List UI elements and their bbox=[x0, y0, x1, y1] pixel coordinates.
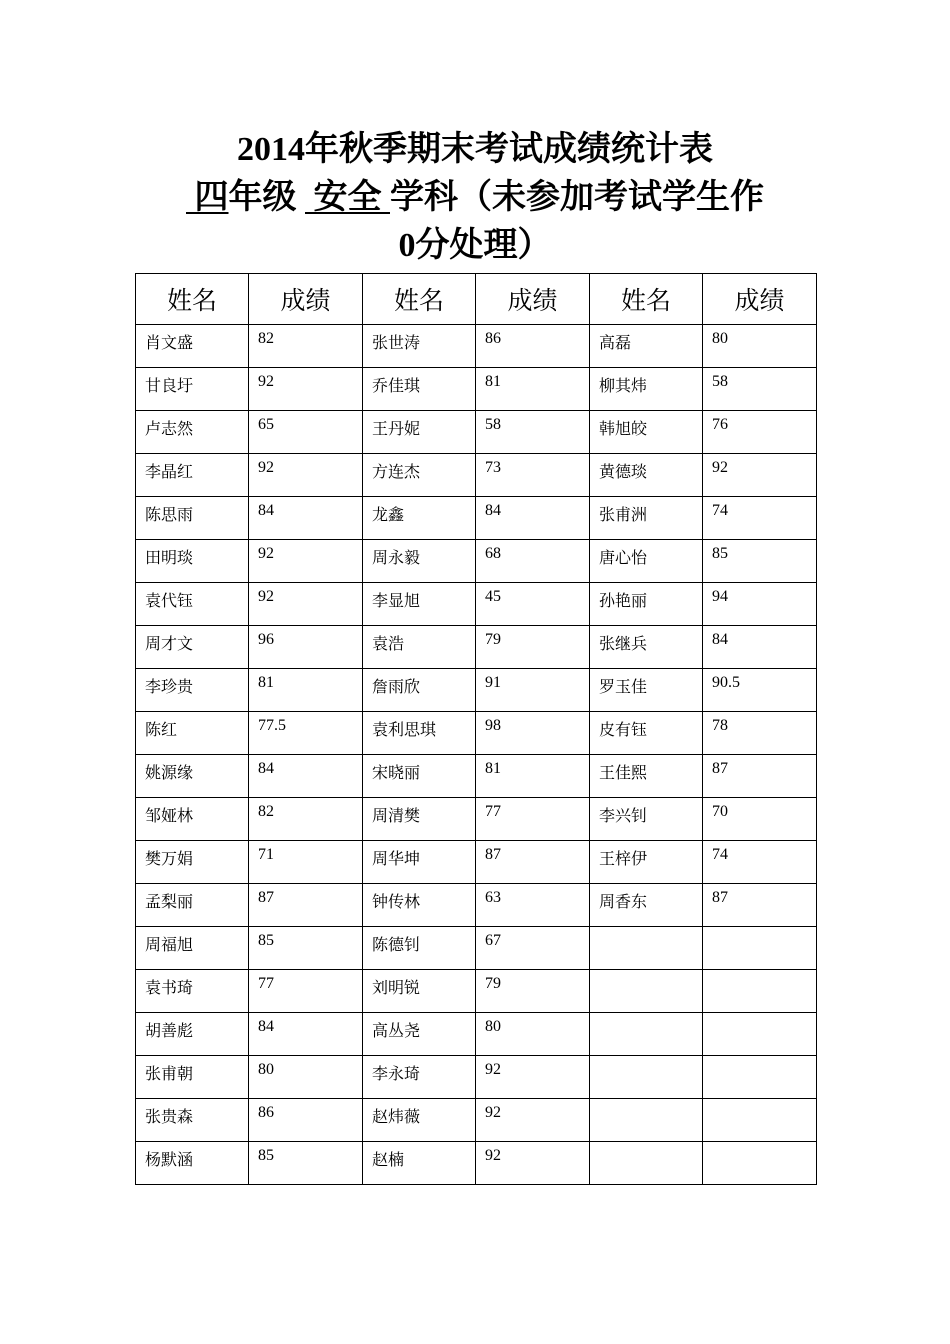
student-name-cell: 李晶红 bbox=[136, 454, 249, 497]
student-name-cell bbox=[590, 1099, 703, 1142]
student-name-cell: 张甫洲 bbox=[590, 497, 703, 540]
student-score-cell: 92 bbox=[249, 583, 363, 626]
student-name-cell: 黄德琰 bbox=[590, 454, 703, 497]
student-name-cell: 田明琰 bbox=[136, 540, 249, 583]
student-name-cell: 周才文 bbox=[136, 626, 249, 669]
student-score-cell: 92 bbox=[476, 1142, 590, 1185]
student-name-cell: 周福旭 bbox=[136, 927, 249, 970]
header-score-3: 成绩 bbox=[703, 274, 817, 325]
student-score-cell: 92 bbox=[249, 368, 363, 411]
student-name-cell: 周永毅 bbox=[363, 540, 476, 583]
student-name-cell bbox=[590, 970, 703, 1013]
table-row bbox=[136, 712, 817, 755]
student-score-cell: 92 bbox=[476, 1056, 590, 1099]
student-score-cell: 86 bbox=[249, 1099, 363, 1142]
student-score-cell: 80 bbox=[476, 1013, 590, 1056]
student-score-cell: 68 bbox=[476, 540, 590, 583]
student-name-cell: 邹娅林 bbox=[136, 798, 249, 841]
grade-blank bbox=[186, 179, 229, 216]
student-score-cell: 87 bbox=[703, 884, 817, 927]
student-name-cell: 詹雨欣 bbox=[363, 669, 476, 712]
student-name-cell: 高丛尧 bbox=[363, 1013, 476, 1056]
student-score-cell: 96 bbox=[249, 626, 363, 669]
student-score-cell: 98 bbox=[476, 712, 590, 755]
student-score-cell: 80 bbox=[703, 325, 817, 368]
student-score-cell: 84 bbox=[476, 497, 590, 540]
student-name-cell bbox=[590, 1013, 703, 1056]
student-score-cell: 84 bbox=[249, 1013, 363, 1056]
student-score-cell: 77 bbox=[476, 798, 590, 841]
student-score-cell: 84 bbox=[249, 755, 363, 798]
student-score-cell: 63 bbox=[476, 884, 590, 927]
student-name-cell: 乔佳琪 bbox=[363, 368, 476, 411]
table-row bbox=[136, 1013, 817, 1056]
student-name-cell: 周清樊 bbox=[363, 798, 476, 841]
document-title bbox=[130, 126, 820, 270]
student-score-cell: 81 bbox=[249, 669, 363, 712]
student-score-cell: 79 bbox=[476, 626, 590, 669]
student-name-cell: 赵楠 bbox=[363, 1142, 476, 1185]
student-name-cell: 高磊 bbox=[590, 325, 703, 368]
student-name-cell: 王梓伊 bbox=[590, 841, 703, 884]
header-name-3: 姓名 bbox=[590, 274, 703, 325]
student-name-cell: 王丹妮 bbox=[363, 411, 476, 454]
student-score-cell bbox=[703, 1099, 817, 1142]
student-score-cell: 67 bbox=[476, 927, 590, 970]
student-name-cell: 张继兵 bbox=[590, 626, 703, 669]
score-table bbox=[135, 273, 817, 1185]
subject-label: 学科（未参加考试学生作 bbox=[390, 179, 764, 216]
student-name-cell: 孙艳丽 bbox=[590, 583, 703, 626]
table-row bbox=[136, 1142, 817, 1185]
table-row bbox=[136, 497, 817, 540]
grade-label: 年级 bbox=[228, 179, 297, 216]
student-name-cell: 刘明锐 bbox=[363, 970, 476, 1013]
subject-blank bbox=[305, 179, 390, 216]
student-name-cell bbox=[590, 1056, 703, 1099]
student-name-cell: 樊万娟 bbox=[136, 841, 249, 884]
student-score-cell: 74 bbox=[703, 497, 817, 540]
student-score-cell: 80 bbox=[249, 1056, 363, 1099]
table-row bbox=[136, 970, 817, 1013]
student-name-cell: 姚源缘 bbox=[136, 755, 249, 798]
student-score-cell: 85 bbox=[703, 540, 817, 583]
student-score-cell: 79 bbox=[476, 970, 590, 1013]
student-name-cell: 卢志然 bbox=[136, 411, 249, 454]
student-name-cell: 王佳熙 bbox=[590, 755, 703, 798]
student-score-cell: 92 bbox=[249, 454, 363, 497]
student-name-cell: 赵炜薇 bbox=[363, 1099, 476, 1142]
student-name-cell: 李显旭 bbox=[363, 583, 476, 626]
student-name-cell: 宋晓丽 bbox=[363, 755, 476, 798]
table-header-row bbox=[136, 274, 817, 325]
student-score-cell: 76 bbox=[703, 411, 817, 454]
student-score-cell: 82 bbox=[249, 798, 363, 841]
table-row bbox=[136, 368, 817, 411]
student-name-cell: 袁浩 bbox=[363, 626, 476, 669]
table-row bbox=[136, 540, 817, 583]
student-score-cell: 70 bbox=[703, 798, 817, 841]
student-score-cell: 73 bbox=[476, 454, 590, 497]
student-name-cell: 李永琦 bbox=[363, 1056, 476, 1099]
student-score-cell: 86 bbox=[476, 325, 590, 368]
student-name-cell: 陈思雨 bbox=[136, 497, 249, 540]
student-score-cell: 78 bbox=[703, 712, 817, 755]
student-name-cell: 方连杰 bbox=[363, 454, 476, 497]
student-name-cell: 孟梨丽 bbox=[136, 884, 249, 927]
title-line-3: 0分处理） bbox=[398, 227, 552, 264]
student-name-cell: 皮有钰 bbox=[590, 712, 703, 755]
student-name-cell: 唐心怡 bbox=[590, 540, 703, 583]
student-score-cell: 58 bbox=[476, 411, 590, 454]
student-score-cell bbox=[703, 1056, 817, 1099]
student-name-cell: 胡善彪 bbox=[136, 1013, 249, 1056]
student-score-cell: 77 bbox=[249, 970, 363, 1013]
student-score-cell bbox=[703, 1142, 817, 1185]
student-score-cell: 92 bbox=[703, 454, 817, 497]
student-name-cell: 陈红 bbox=[136, 712, 249, 755]
subject-value: 安全 bbox=[313, 179, 382, 216]
table-row bbox=[136, 798, 817, 841]
student-score-cell: 58 bbox=[703, 368, 817, 411]
student-name-cell: 龙鑫 bbox=[363, 497, 476, 540]
title-line-1: 2014年秋季期末考试成绩统计表 bbox=[237, 131, 713, 168]
student-name-cell: 张贵森 bbox=[136, 1099, 249, 1142]
student-score-cell: 92 bbox=[476, 1099, 590, 1142]
student-name-cell: 罗玉佳 bbox=[590, 669, 703, 712]
student-name-cell: 韩旭皎 bbox=[590, 411, 703, 454]
student-name-cell: 周香东 bbox=[590, 884, 703, 927]
student-score-cell: 91 bbox=[476, 669, 590, 712]
student-name-cell: 钟传林 bbox=[363, 884, 476, 927]
table-row bbox=[136, 841, 817, 884]
student-name-cell bbox=[590, 1142, 703, 1185]
header-name-1: 姓名 bbox=[136, 274, 249, 325]
student-score-cell: 87 bbox=[703, 755, 817, 798]
table-row bbox=[136, 884, 817, 927]
student-name-cell: 杨默涵 bbox=[136, 1142, 249, 1185]
student-score-cell: 85 bbox=[249, 927, 363, 970]
student-score-cell: 65 bbox=[249, 411, 363, 454]
student-score-cell: 81 bbox=[476, 755, 590, 798]
student-score-cell: 74 bbox=[703, 841, 817, 884]
student-score-cell: 77.5 bbox=[249, 712, 363, 755]
student-score-cell: 84 bbox=[249, 497, 363, 540]
student-name-cell: 周华坤 bbox=[363, 841, 476, 884]
student-score-cell bbox=[703, 970, 817, 1013]
student-name-cell: 甘良圩 bbox=[136, 368, 249, 411]
header-score-2: 成绩 bbox=[476, 274, 590, 325]
student-name-cell: 李兴钊 bbox=[590, 798, 703, 841]
grade-value: 四 bbox=[194, 179, 229, 216]
table-row bbox=[136, 411, 817, 454]
student-score-cell: 82 bbox=[249, 325, 363, 368]
header-score-1: 成绩 bbox=[249, 274, 363, 325]
table-row bbox=[136, 626, 817, 669]
student-score-cell: 84 bbox=[703, 626, 817, 669]
student-score-cell: 87 bbox=[249, 884, 363, 927]
student-score-cell: 81 bbox=[476, 368, 590, 411]
student-score-cell: 90.5 bbox=[703, 669, 817, 712]
table-row bbox=[136, 583, 817, 626]
table-body bbox=[136, 325, 817, 1185]
student-score-cell: 94 bbox=[703, 583, 817, 626]
table-row bbox=[136, 1056, 817, 1099]
student-name-cell: 肖文盛 bbox=[136, 325, 249, 368]
table-row bbox=[136, 755, 817, 798]
table-row bbox=[136, 1099, 817, 1142]
student-name-cell: 柳其炜 bbox=[590, 368, 703, 411]
student-name-cell: 李珍贵 bbox=[136, 669, 249, 712]
table-row bbox=[136, 669, 817, 712]
student-name-cell: 陈德钊 bbox=[363, 927, 476, 970]
title-line-2 bbox=[130, 174, 820, 222]
student-name-cell: 袁书琦 bbox=[136, 970, 249, 1013]
student-score-cell: 87 bbox=[476, 841, 590, 884]
student-name-cell: 张世涛 bbox=[363, 325, 476, 368]
student-score-cell: 92 bbox=[249, 540, 363, 583]
table-row bbox=[136, 927, 817, 970]
table-row bbox=[136, 454, 817, 497]
student-score-cell: 71 bbox=[249, 841, 363, 884]
student-name-cell: 袁代钰 bbox=[136, 583, 249, 626]
student-score-cell bbox=[703, 1013, 817, 1056]
header-name-2: 姓名 bbox=[363, 274, 476, 325]
student-score-cell bbox=[703, 927, 817, 970]
student-name-cell bbox=[590, 927, 703, 970]
student-score-cell: 85 bbox=[249, 1142, 363, 1185]
student-name-cell: 袁利思琪 bbox=[363, 712, 476, 755]
student-score-cell: 45 bbox=[476, 583, 590, 626]
table-row bbox=[136, 325, 817, 368]
student-name-cell: 张甫朝 bbox=[136, 1056, 249, 1099]
